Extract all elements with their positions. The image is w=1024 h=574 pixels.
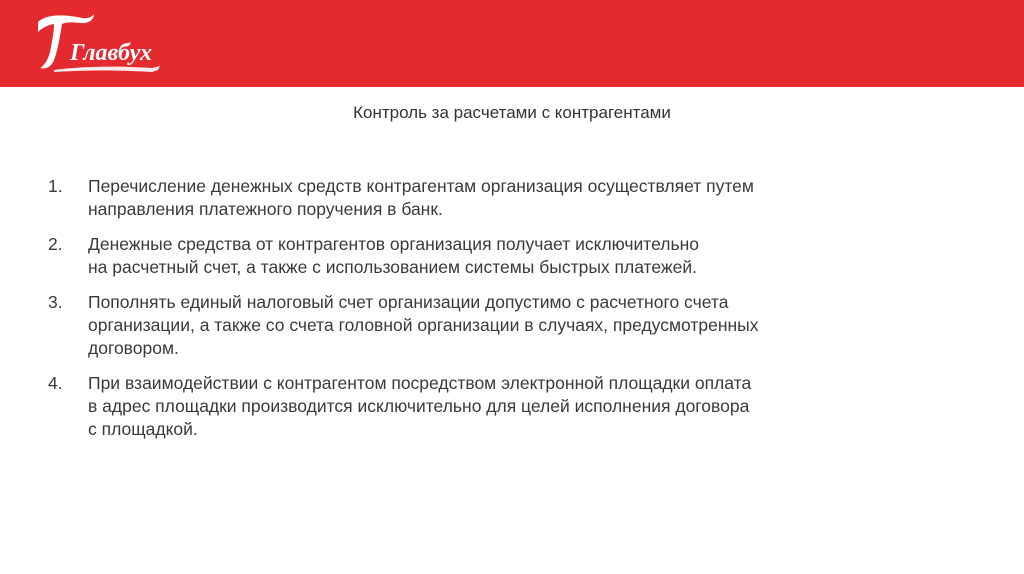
list-item-line: Перечисление денежных средств контрагентам организация осуществляет путем: [88, 176, 754, 196]
glavbukh-logo-icon[interactable]: [24, 8, 164, 80]
list-item-line: на расчетный счет, а также с использованием системы быстрых платежей.: [88, 257, 697, 277]
page-title: Контроль за расчетами с контрагентами: [353, 103, 671, 122]
list-item-number: 1.: [48, 176, 63, 196]
logo-text: Главбух: [70, 40, 152, 66]
list-item-text: [88, 175, 948, 221]
list-item-number: 3.: [48, 292, 63, 312]
list-item-number: 4.: [48, 373, 63, 393]
list-item: [48, 175, 948, 221]
list-item-line: с площадкой.: [88, 419, 198, 439]
list-item-line: При взаимодействии с контрагентом посредством электронной площадки оплата: [88, 373, 752, 393]
list-item-text: [88, 372, 948, 441]
list-item: [48, 291, 948, 360]
numbered-list: [48, 175, 948, 453]
list-item-text: [88, 291, 948, 360]
list-item: [48, 233, 948, 279]
list-item-text: [88, 233, 948, 279]
list-item-line: в адрес площадки производится исключительно для целей исполнения договора: [88, 396, 750, 416]
list-item-line: организации, а также со счета головной организации в случаях, предусмотренных: [88, 315, 759, 335]
list-item: [48, 372, 948, 441]
header-bar: [0, 0, 1024, 87]
list-item-line: направления платежного поручения в банк.: [88, 199, 443, 219]
list-item-line: Пополнять единый налоговый счет организации допустимо с расчетного счета: [88, 292, 729, 312]
list-item-number: 2.: [48, 234, 63, 254]
list-item-line: Денежные средства от контрагентов организация получает исключительно: [88, 234, 700, 254]
list-item-line: договором.: [88, 338, 179, 358]
